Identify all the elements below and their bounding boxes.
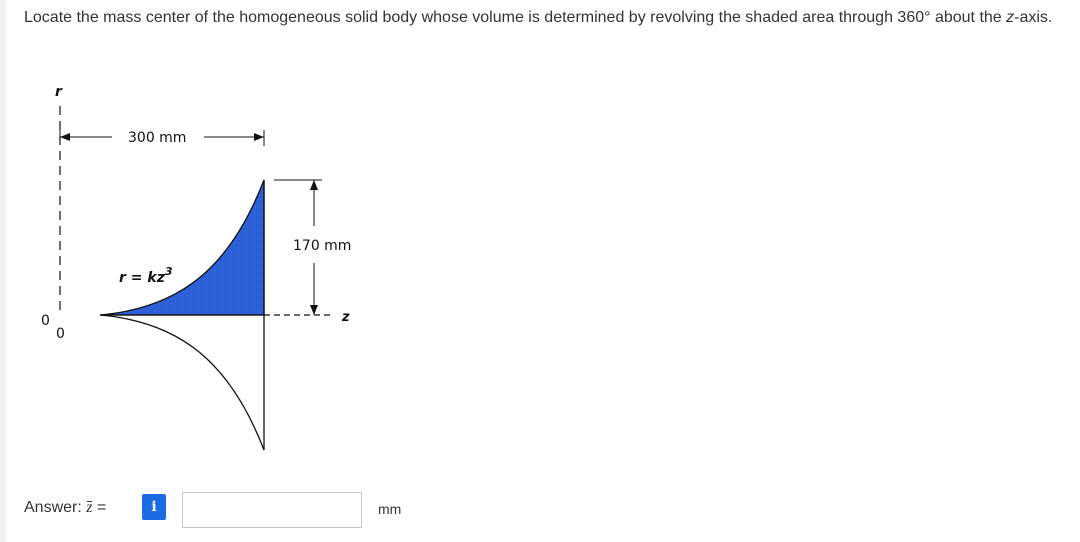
answer-label xyxy=(24,499,106,517)
problem-figure xyxy=(30,78,390,468)
answer-unit: mm xyxy=(378,501,402,517)
answer-label-prefix: Answer: xyxy=(24,499,87,516)
question-text xyxy=(24,6,1074,29)
r-axis-label: r xyxy=(55,84,62,100)
answer-equals: = xyxy=(92,499,107,516)
answer-input[interactable] xyxy=(182,492,362,528)
z-axis-label: z xyxy=(342,310,350,325)
height-dim-arrow-top xyxy=(310,180,318,190)
height-dim-label: 170 mm xyxy=(293,238,352,254)
width-dim-label: 300 mm xyxy=(128,130,187,146)
left-border xyxy=(0,0,6,542)
answer-variable: z xyxy=(86,499,93,516)
question-axis-var: z xyxy=(1006,9,1015,26)
width-dim-arrow-left xyxy=(60,133,70,141)
question-text-end: -axis. xyxy=(1014,9,1053,26)
curve-equation-exponent: 3 xyxy=(164,265,173,278)
shaded-area xyxy=(100,180,264,315)
origin-label-upper: 0 xyxy=(41,313,50,329)
mirrored-curve xyxy=(100,315,264,450)
curve-equation-base: r = kz xyxy=(119,270,165,286)
question-text-start: Locate the mass center of the homogeneous solid body whose volume is determined by revolving the shaded area through 360° about the xyxy=(24,9,1007,26)
info-icon[interactable]: i xyxy=(142,494,166,520)
width-dim-arrow-right xyxy=(254,133,264,141)
origin-label-lower: 0 xyxy=(56,326,65,342)
height-dim-arrow-bottom xyxy=(310,305,318,315)
curve-equation xyxy=(119,265,173,286)
